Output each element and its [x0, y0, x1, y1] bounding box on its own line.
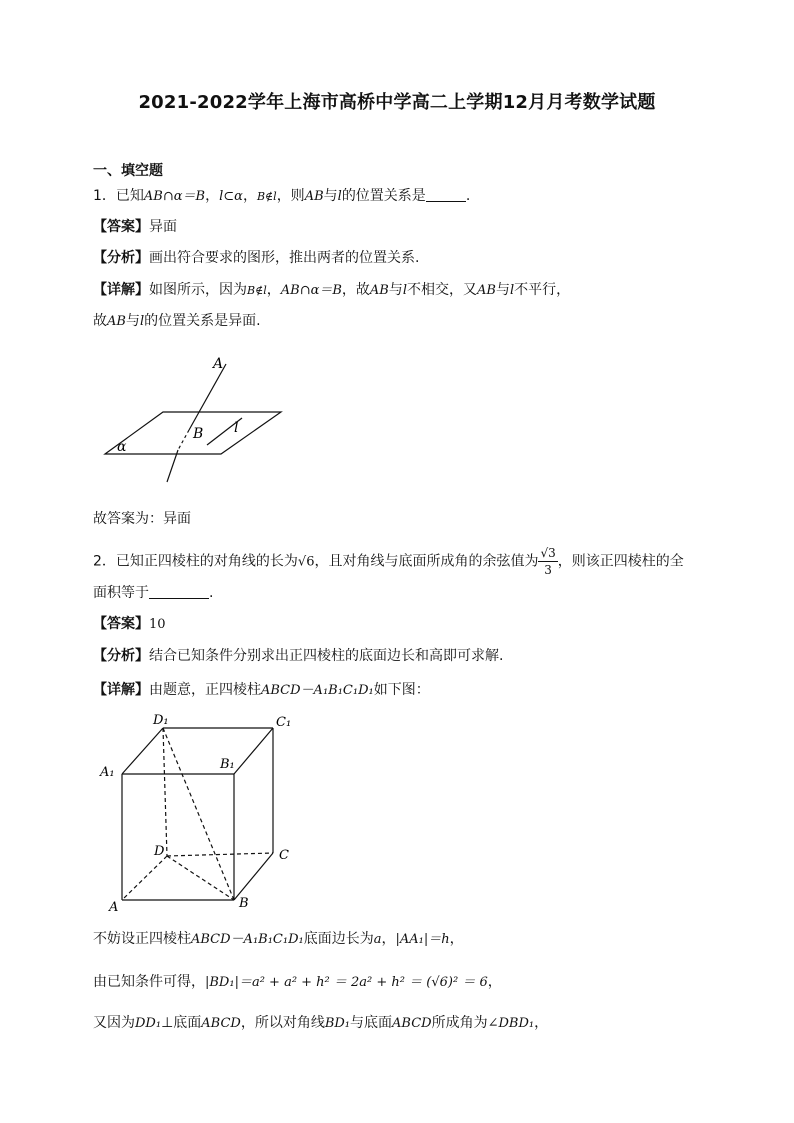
edge-DD1-hidden	[163, 728, 167, 856]
q2-number: 2．	[93, 553, 116, 570]
analysis-tag: 【分析】	[93, 648, 149, 664]
q2-figure-prism	[95, 710, 315, 920]
q2-detail: 【详解】由题意，正四棱柱ABCD－A₁B₁C₁D₁如下图：	[93, 682, 430, 698]
label-D1: D₁	[153, 713, 169, 728]
line-ab-upper	[189, 364, 226, 430]
q2-answer: 【答案】10	[93, 616, 166, 632]
edge-DC-hidden	[167, 853, 273, 856]
label-A: A	[213, 356, 224, 372]
label-B: B	[193, 426, 204, 442]
q2-stem: 2．已知正四棱柱的对角线的长为√6，且对角线与底面所成角的余弦值为 $\frac{√3}{3}$ ，则该正四棱柱的全	[93, 546, 684, 577]
q2-analysis: 【分析】结合已知条件分别求出正四棱柱的底面边长和高即可求解.	[93, 648, 504, 664]
q2-line3: 又因为DD₁⊥底面ABCD，所以对角线BD₁与底面ABCD所成角为∠DBD₁，	[93, 1015, 549, 1031]
line-ab-lower	[167, 450, 178, 482]
label-C1: C₁	[276, 715, 292, 730]
section-heading: 一、填空题	[93, 163, 163, 179]
q1-final: 故答案为：异面	[93, 511, 191, 527]
line-ab-hidden	[178, 430, 189, 450]
q1-analysis: 【分析】画出符合要求的图形，推出两者的位置关系.	[93, 250, 420, 266]
answer-blank	[426, 187, 466, 202]
label-A1: A₁	[100, 765, 115, 780]
q1-detail-line2: 故AB与l的位置关系是异面.	[93, 313, 261, 329]
q2-line1: 不妨设正四棱柱ABCD－A₁B₁C₁D₁底面边长为a，|AA₁|＝h，	[93, 931, 464, 947]
q2-stem-line2: 面积等于 .	[93, 585, 214, 601]
edge-DB-hidden	[167, 856, 234, 900]
answer-blank	[149, 584, 209, 599]
edge-D1A1	[122, 728, 163, 774]
detail-tag: 【详解】	[93, 282, 149, 298]
edge-B1C1	[234, 728, 273, 774]
label-D: D	[154, 844, 165, 859]
edge-BC	[234, 853, 273, 900]
page-title: 2021-2022学年上海市高桥中学高二上学期12月月考数学试题	[138, 92, 656, 113]
diagonal-BD1	[163, 728, 234, 900]
label-alpha: α	[117, 439, 127, 455]
q2-line2: 由已知条件可得，|BD₁|＝a² + a² + h² ＝ 2a² + h² ＝ (√6)² ＝ 6，	[93, 974, 502, 990]
q1-number: 1．	[93, 188, 116, 204]
q1-figure-plane-line	[95, 350, 295, 490]
edge-DA-hidden	[122, 856, 167, 900]
fraction: $\frac{√3}{3}$	[540, 546, 556, 577]
answer-tag: 【答案】	[93, 616, 149, 632]
label-B: B	[239, 896, 249, 911]
label-B1: B₁	[220, 757, 235, 772]
answer-tag: 【答案】	[93, 219, 149, 235]
q1-answer: 【答案】异面	[93, 219, 177, 235]
q1-detail: 【详解】如图所示，因为B∉l，AB∩α＝B，故AB与l不相交，又AB与l不平行，	[93, 282, 571, 298]
label-l: l	[234, 420, 239, 436]
label-A: A	[109, 900, 119, 915]
q1-stem: 1．已知AB∩α＝B，l⊂α，B∉l，则AB与l的位置关系是 .	[93, 188, 471, 204]
label-C: C	[279, 848, 289, 863]
detail-tag: 【详解】	[93, 682, 149, 698]
analysis-tag: 【分析】	[93, 250, 149, 266]
